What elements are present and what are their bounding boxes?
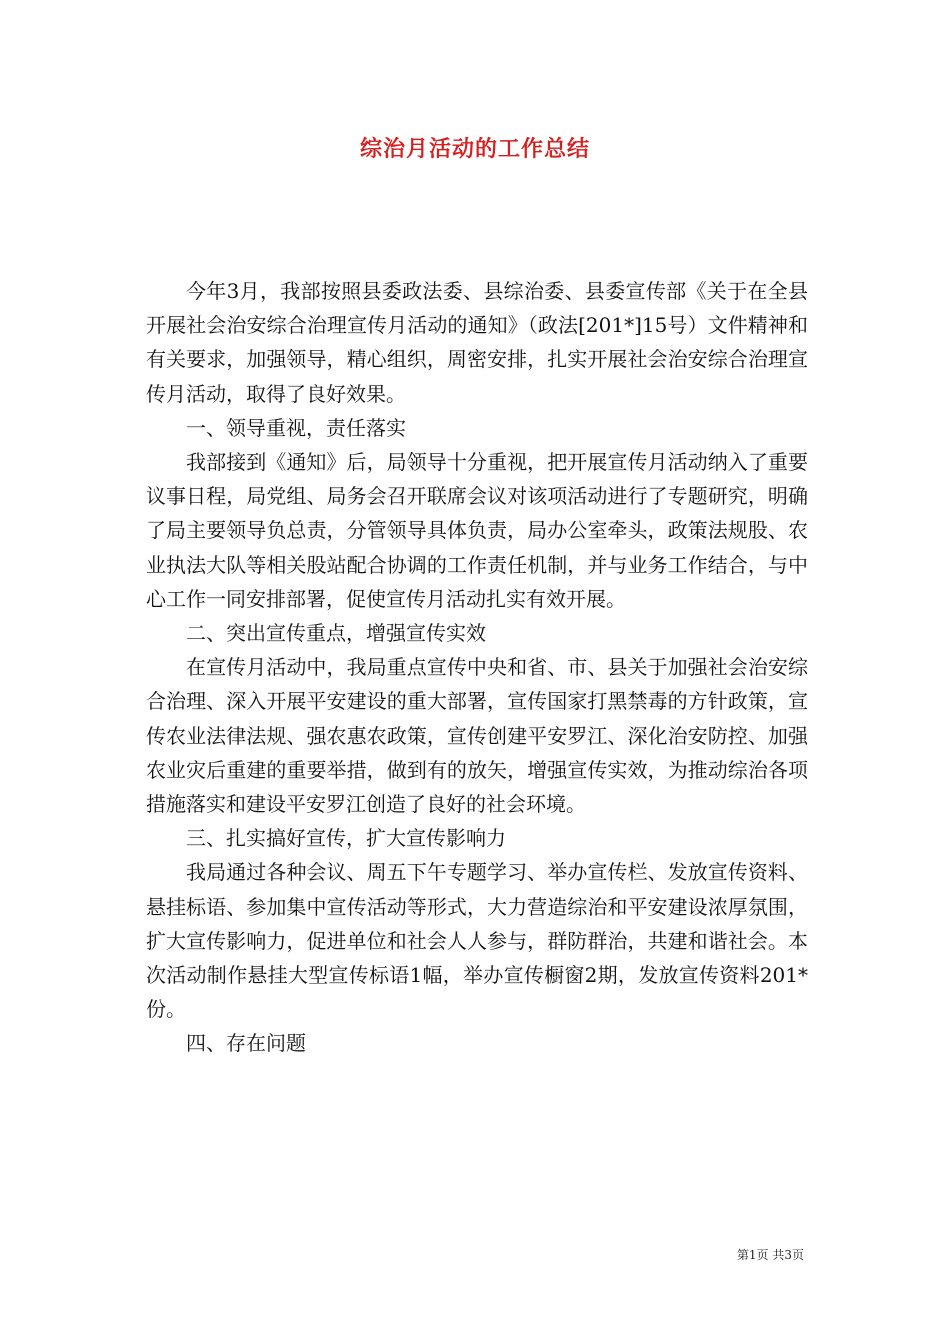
paragraph-section-1: 我部接到《通知》后，局领导十分重视，把开展宣传月活动纳入了重要议事日程，局党组、局务会召开联席会议对该项活动进行了专题研究，明确了局主要领导负总责，分管领导具体负责，局办公室牵头，政策法规股、农业执法大队等相关股站配合协调的工作责任机制，并与业务工作结合，与中心工作一同安排部署，促使宣传月活动扎实有效开展。 xyxy=(146,450,808,611)
paragraph-intro: 今年3月，我部按照县委政法委、县综治委、县委宣传部《关于在全县开展社会治安综合治理宣传月活动的通知》（政法[201*]15号）文件精神和有关要求，加强领导，精心组织，周密安排，扎实开展社会治安综合治理宣传月活动，取得了良好效果。 xyxy=(146,279,808,406)
document-title: 综治月活动的工作总结 xyxy=(359,136,590,162)
paragraph-section-2: 在宣传月活动中，我局重点宣传中央和省、市、县关于加强社会治安综合治理、深入开展平安建设的重大部署，宣传国家打黑禁毒的方针政策，宣传农业法律法规、强农惠农政策，宣传创建平安罗江、深化治安防控、加强农业灾后重建的重要举措，做到有的放矢，增强宣传实效，为推动综治各项措施落实和建设平安罗江创造了良好的社会环境。 xyxy=(146,655,808,817)
section-heading-1: 一、领导重视，责任落实 xyxy=(186,415,406,440)
section-heading-4: 四、存在问题 xyxy=(186,1031,306,1056)
paragraph-section-3: 我局通过各种会议、周五下午专题学习、举办宣传栏、发放宣传资料、悬挂标语、参加集中宣传活动等形式，大力营造综治和平安建设浓厚氛围，扩大宣传影响力，促进单位和社会人人参与，群防群治，共建和谐社会。本次活动制作悬挂大型宣传标语1幅，举办宣传橱窗2期，发放宣传资料201*份。 xyxy=(146,860,808,1022)
page-number-footer: 第1页 共3页 xyxy=(736,1248,804,1262)
section-heading-3: 三、扎实搞好宣传，扩大宣传影响力 xyxy=(186,826,506,851)
document-body xyxy=(146,274,808,1061)
section-heading-2: 二、突出宣传重点，增强宣传实效 xyxy=(186,621,486,646)
